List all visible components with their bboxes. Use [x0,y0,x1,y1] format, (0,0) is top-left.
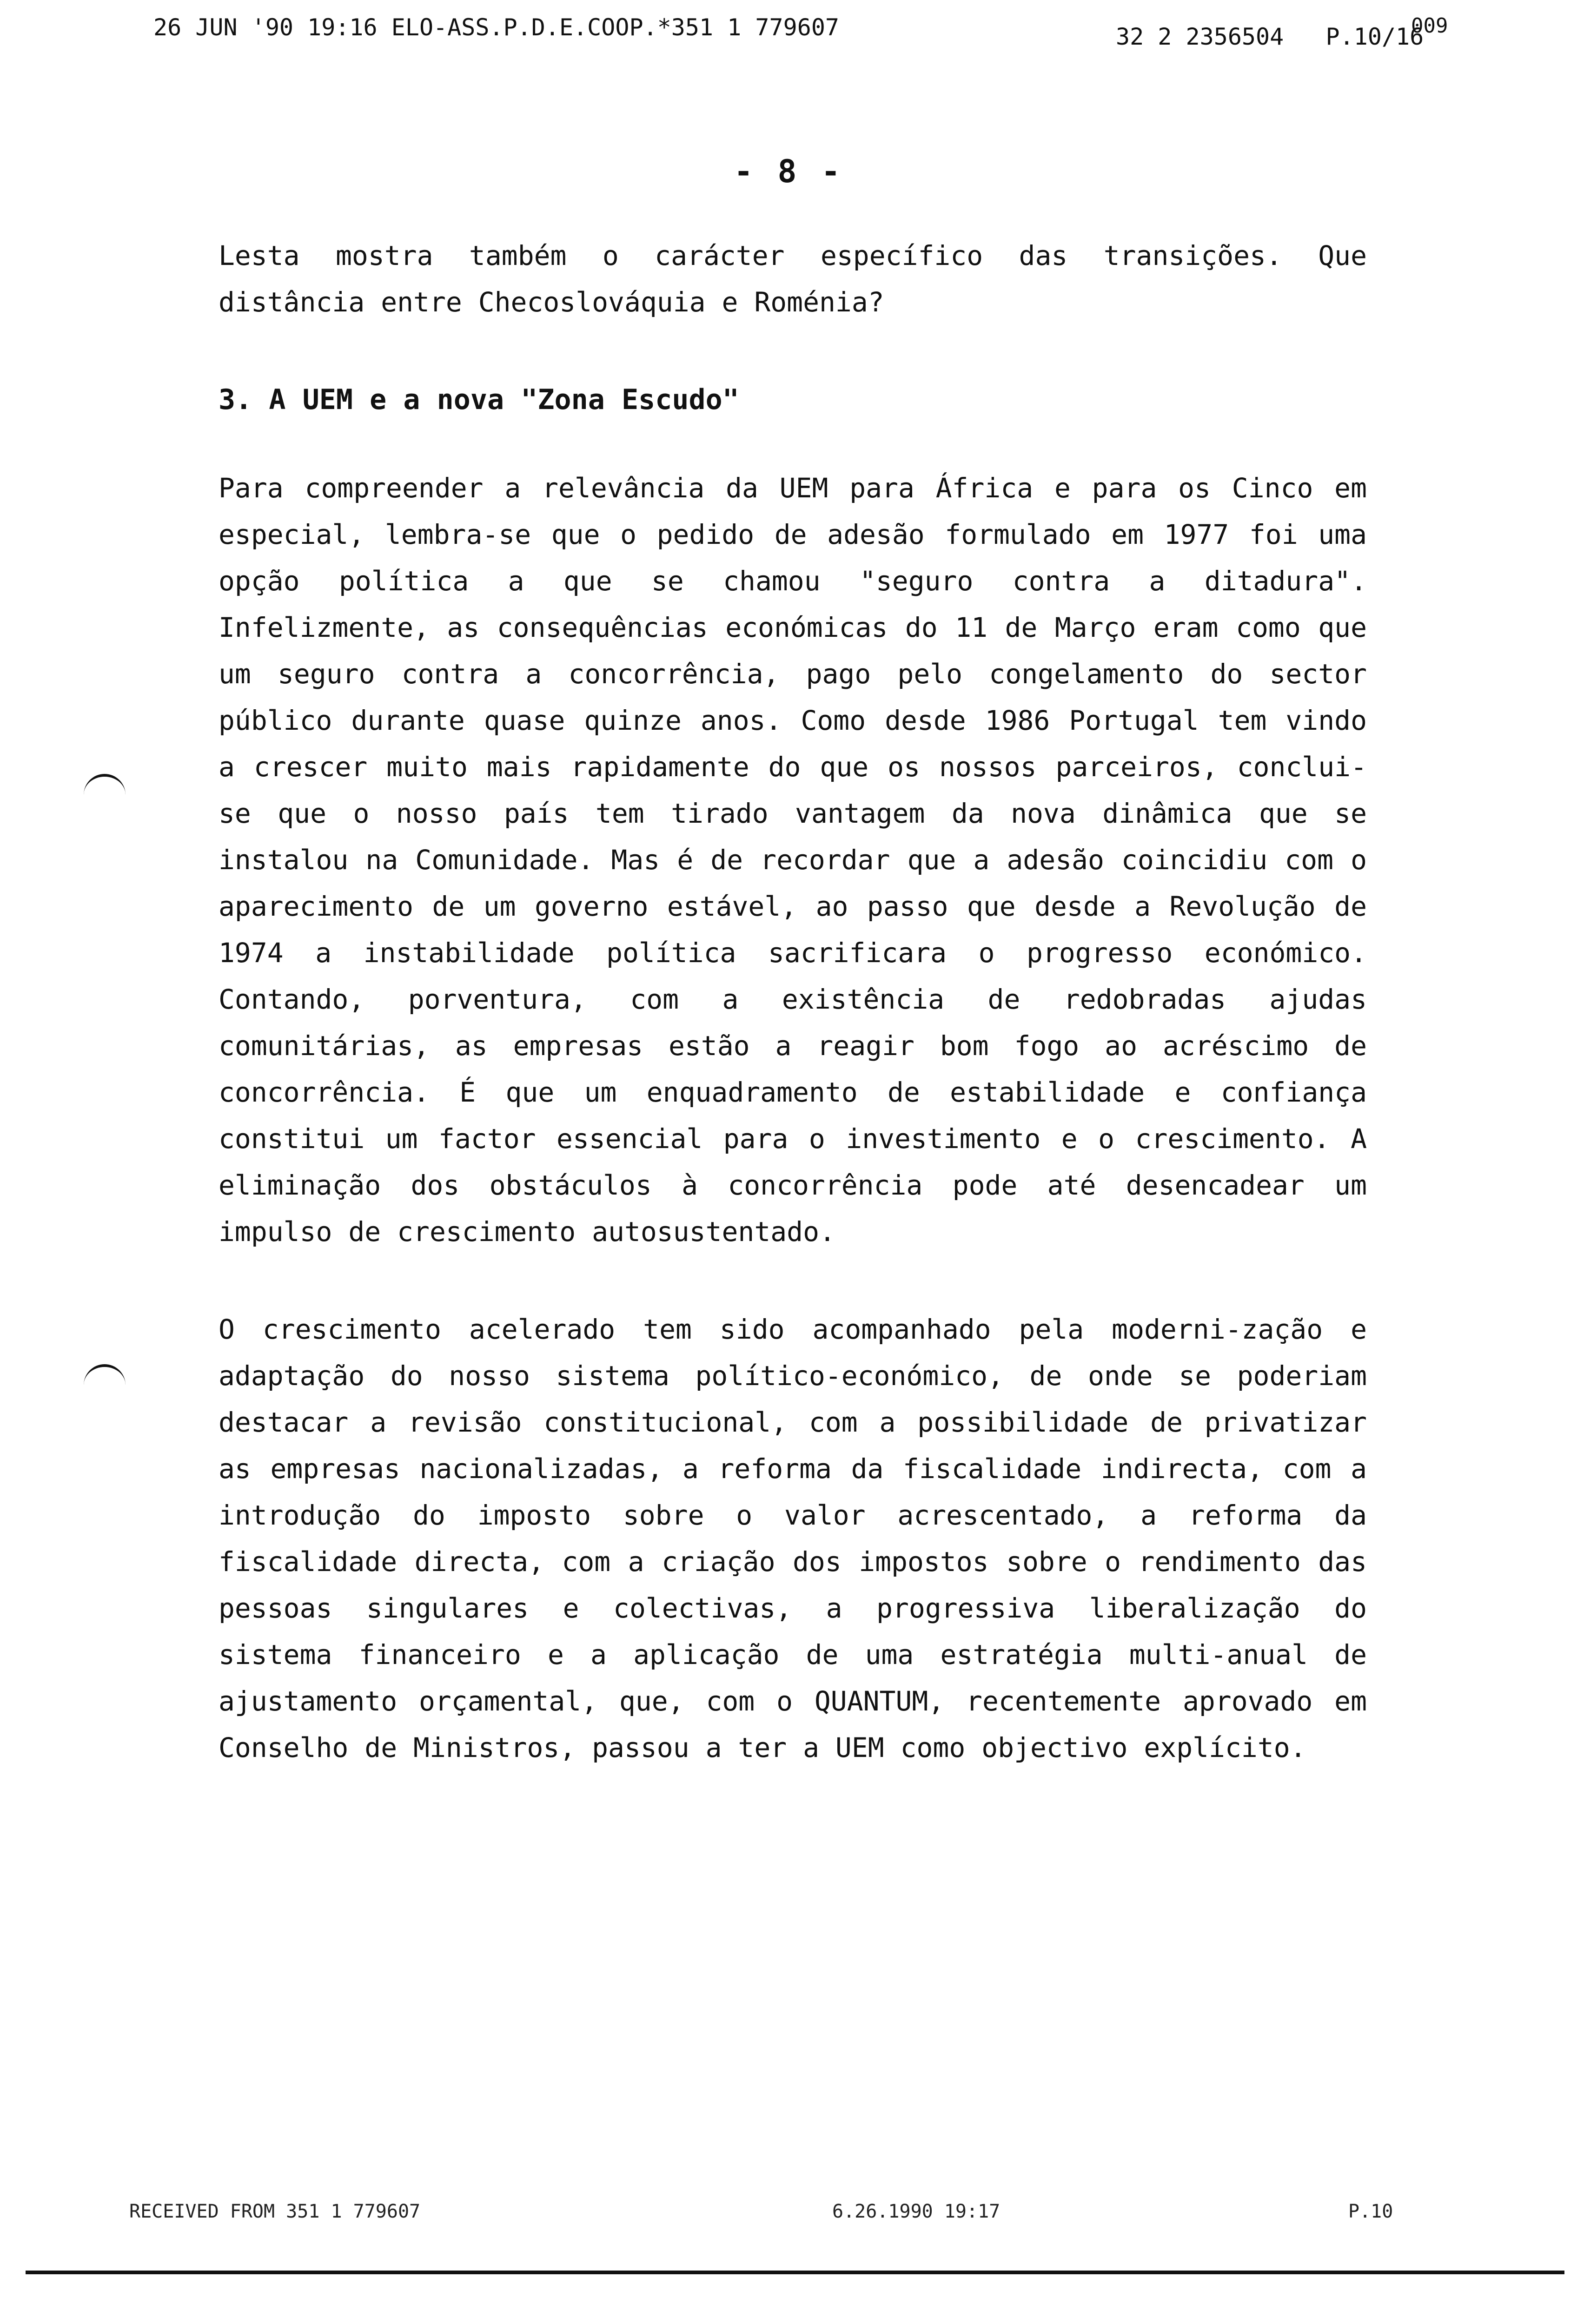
bottom-rule [26,2271,1564,2274]
fax-number: 32 2 2356504 [1116,23,1284,50]
punch-hole-lower [84,1364,126,1400]
punch-hole-upper [84,774,126,809]
received-page: P.10 [1348,2201,1393,2222]
received-datetime: 6.26.1990 19:17 [832,2201,1001,2222]
fax-received-footer [0,2201,1577,2229]
document-body [219,232,1367,1771]
page-number: - 8 - [734,153,843,190]
fax-transmission-header [153,14,1502,56]
received-from: RECEIVED FROM 351 1 779607 [129,2201,421,2222]
fax-corner-code: 009 [1411,14,1448,38]
fax-number-and-page [1116,23,1424,50]
body-paragraph-2: O crescimento acelerado tem sido acompanhado pela moderni-zação e adaptação do nosso sistema político-económico, de onde se poderiam destacar a revisão constitucional, com a possibilidade de privatizar as empresas nacionalizadas, a reforma da fiscalidade indirecta, com a introdução do imposto sobre o valor acrescentado, a reforma da fiscalidade directa, com a criação dos impostos sobre o rendimento das pessoas singulares e colectivas, a progressiva liberalização do sistema financeiro e a aplicação de uma estratégia multi-anual de ajustamento orçamental, que, com o QUANTUM, recentemente aprovado em Conselho de Ministros, passou a ter a UEM como objectivo explícito. [219,1314,1367,1763]
section-heading: 3. A UEM e a nova "Zona Escudo" [219,383,739,416]
fax-transmission-line: 26 JUN '90 19:16 ELO-ASS.P.D.E.COOP.*351 1 779607 [153,14,840,41]
intro-paragraph: Lesta mostra também o carácter específico das transições. Que distância entre Checoslováquia e Roménia? [219,240,1367,318]
body-paragraph-1: Para compreender a relevância da UEM para África e para os Cinco em especial, lembra-se que o pedido de adesão formulado em 1977 foi uma opção política a que se chamou "seguro contra a ditadura". Infelizmente, as consequências económicas do 11 de Março eram como que um seguro contra a concorrência, pago pelo congelamento do sector público durante quase quinze anos. Como desde 1986 Portugal tem vindo a crescer muito mais rapidamente do que os nossos parceiros, conclui-se que o nosso país tem tirado vantagem da nova dinâmica que se instalou na Comunidade. Mas é de recordar que a adesão coincidiu com o aparecimento de um governo estável, ao passo que desde a Revolução de 1974 a instabilidade política sacrificara o progresso económico. Contando, porventura, com a existência de redobradas ajudas comunitárias, as empresas estão a reagir bom fogo ao acréscimo de concorrência. É que um enquadramento de estabilidade e confiança constitui um factor essencial para o investimento e o crescimento. A eliminação dos obstáculos à concorrência pode até desencadear um impulso de crescimento autosustentado. [219,472,1367,1248]
fax-page-count: P.10/16 [1325,23,1424,50]
